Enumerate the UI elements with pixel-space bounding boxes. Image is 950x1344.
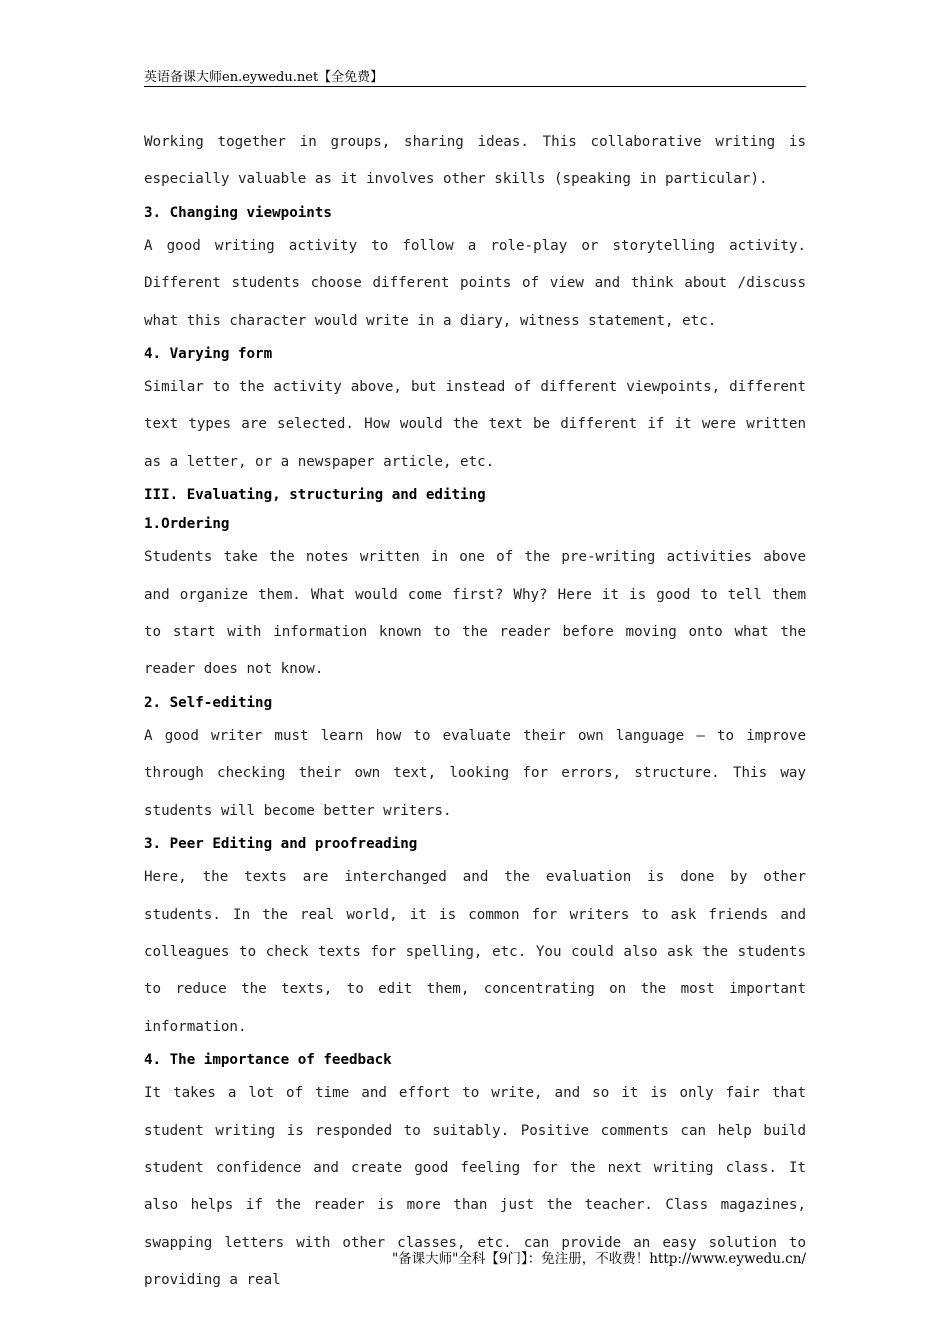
heading-changing-viewpoints: 3. Changing viewpoints (144, 204, 332, 221)
paragraph-feedback: It takes a lot of time and effort to write, and so it is only fair that student writing is responded to suitably. Positive comments can help build student confidence and create good feeling for the next writing class. It also helps if the reader is more than just the teacher. Class magazines, swapping letters with other classes, etc. can provide an easy solution to providing a real (144, 1085, 806, 1289)
paragraph-collaborative-writing: Working together in groups, sharing ideas. This collaborative writing is especially valuable as it involves other skills (speaking in particular). (144, 134, 806, 188)
section-heading-evaluating: III. Evaluating, structuring and editing (144, 487, 486, 504)
paragraph-self-editing: A good writer must learn how to evaluate their own language — to improve through checking their own text, looking for errors, structure. This way students will become better writers. (144, 727, 806, 819)
paragraph-changing-viewpoints: A good writing activity to follow a role-play or storytelling activity. Different students choose different points of view and think about /discuss what this character would write in a diary, witness statement, etc. (144, 237, 806, 329)
paragraph-peer-editing: Here, the texts are interchanged and the evaluation is done by other students. In the real world, it is common for writers to ask friends and colleagues to check texts for spelling, etc. You could also ask the students to reduce the texts, to edit them, concentrating on the most important information. (144, 869, 806, 1035)
document-body (144, 124, 806, 1300)
heading-feedback: 4. The importance of feedback (144, 1052, 392, 1069)
paragraph-ordering: Students take the notes written in one of the pre-writing activities above and organize them. What would come first? Why? Here it is good to tell them to start with information known to the reader before moving onto what the reader does not know. (144, 549, 806, 678)
heading-peer-editing: 3. Peer Editing and proofreading (144, 836, 418, 853)
page-footer: "备课大师"全科【9门】：免注册，不收费！http://www.eywedu.cn/ (391, 1251, 806, 1267)
heading-ordering: 1.Ordering (144, 516, 230, 533)
paragraph-varying-form: Similar to the activity above, but instead of different viewpoints, different text types are selected. How would the text be different if it were written as a letter, or a newspaper article, etc. (144, 379, 806, 470)
heading-varying-form: 4. Varying form (144, 346, 273, 363)
page-header: 英语备课大师en.eywedu.net【全免费】 (144, 66, 806, 87)
heading-self-editing: 2. Self-editing (144, 694, 273, 711)
